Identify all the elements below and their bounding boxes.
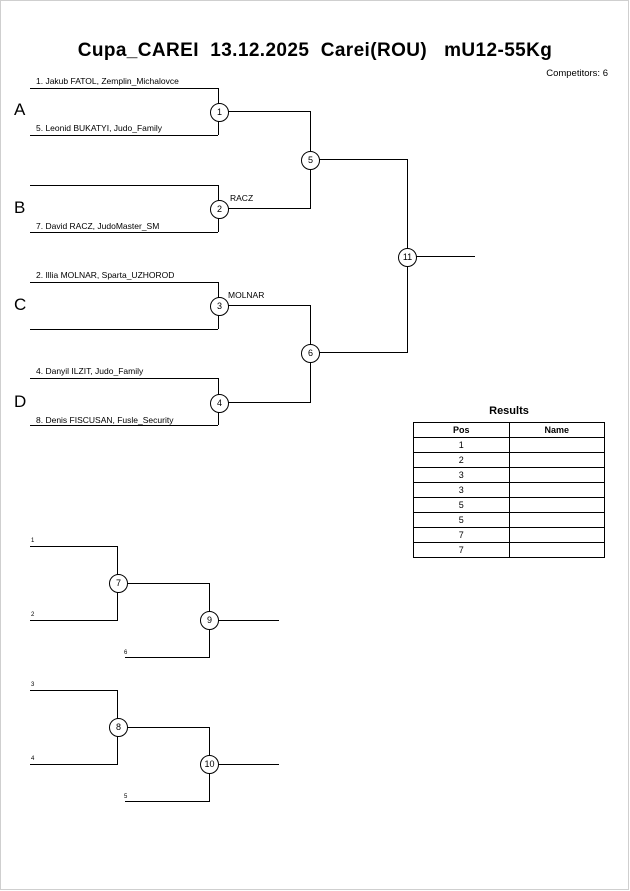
bracket-line-d-top	[30, 378, 218, 379]
table-row	[414, 528, 605, 543]
group-label-d: D	[14, 392, 27, 411]
results-table	[413, 422, 605, 558]
results-name	[509, 543, 605, 558]
table-row	[414, 513, 605, 528]
repechage-feed-label-4: 4	[31, 756, 35, 762]
results-name	[509, 453, 605, 468]
table-row	[414, 438, 605, 453]
table-row	[414, 498, 605, 513]
winner-label-molnar: MOLNAR	[228, 290, 265, 300]
results-header-name: Name	[509, 423, 605, 438]
bracket-line-node3-out	[226, 305, 311, 306]
repechage-feed-label-3: 3	[31, 682, 35, 688]
entry-label-2: 5. Leonid BUKATYI, Judo_Family	[36, 123, 162, 133]
bracket-line-node4-out	[226, 402, 311, 403]
table-row	[414, 483, 605, 498]
repechage-feed-label-5: 5	[124, 794, 128, 800]
entry-label-3: 7. David RACZ, JudoMaster_SM	[36, 221, 160, 231]
bracket-line-c-bottom	[30, 329, 218, 330]
results-name	[509, 498, 605, 513]
repechage-line-node7-out	[125, 583, 210, 584]
table-row	[414, 468, 605, 483]
results-name	[509, 513, 605, 528]
results-header-pos: Pos	[414, 423, 510, 438]
bracket-line-champion-out	[415, 256, 475, 257]
match-node-3[interactable]: 3	[210, 297, 229, 316]
winner-label-racz: RACZ	[230, 193, 254, 203]
results-pos: 7	[414, 543, 510, 558]
repechage-line-node10-out	[217, 764, 279, 765]
bracket-line-a-bottom	[30, 135, 218, 136]
match-node-10[interactable]: 10	[200, 755, 219, 774]
page-title: Cupa_CAREI 13.12.2025 Carei(ROU) mU12-55Kg	[77, 40, 553, 61]
entry-label-5: 4. Danyil ILZIT, Judo_Family	[36, 366, 144, 376]
entry-label-1: 1. Jakub FATOL, Zemplin_Michalovce	[36, 76, 179, 86]
results-pos: 5	[414, 498, 510, 513]
entry-label-6: 8. Denis FISCUSAN, Fusle_Security	[36, 415, 174, 425]
results-name	[509, 468, 605, 483]
table-row	[414, 453, 605, 468]
repechage-line-u1	[30, 546, 118, 547]
results-panel	[413, 405, 605, 558]
entry-label-4: 2. Illia MOLNAR, Sparta_UZHOROD	[36, 270, 175, 280]
match-node-11[interactable]: 11	[398, 248, 417, 267]
repechage-feed-label-1: 1	[31, 538, 35, 544]
results-pos: 3	[414, 468, 510, 483]
match-node-1[interactable]: 1	[210, 103, 229, 122]
repechage-line-l3	[125, 801, 210, 802]
results-pos: 5	[414, 513, 510, 528]
repechage-line-l1	[30, 690, 118, 691]
group-label-c: C	[14, 295, 27, 314]
results-pos: 2	[414, 453, 510, 468]
competitors-count: Competitors: 6	[546, 68, 608, 79]
repechage-feed-label-6: 6	[124, 650, 128, 656]
bracket-line-node1-out	[226, 111, 311, 112]
bracket-line-node5-out	[318, 159, 408, 160]
repechage-line-node8-out	[125, 727, 210, 728]
results-header-row	[414, 423, 605, 438]
repechage-line-u3	[125, 657, 210, 658]
results-name	[509, 528, 605, 543]
bracket-line-node6-out	[318, 352, 408, 353]
table-row	[414, 543, 605, 558]
bracket-line-node2-out	[226, 208, 311, 209]
bracket-line-b-bottom	[30, 232, 218, 233]
match-node-2[interactable]: 2	[210, 200, 229, 219]
results-title: Results	[489, 405, 529, 417]
match-node-6[interactable]: 6	[301, 344, 320, 363]
results-name	[509, 438, 605, 453]
results-pos: 3	[414, 483, 510, 498]
repechage-line-node9-out	[217, 620, 279, 621]
repechage-line-l2	[30, 764, 118, 765]
match-node-7[interactable]: 7	[109, 574, 128, 593]
bracket-line-b-top	[30, 185, 218, 186]
match-node-4[interactable]: 4	[210, 394, 229, 413]
repechage-line-u2	[30, 620, 118, 621]
results-pos: 7	[414, 528, 510, 543]
group-label-a: A	[14, 100, 26, 119]
repechage-feed-label-2: 2	[31, 612, 35, 618]
match-node-5[interactable]: 5	[301, 151, 320, 170]
results-pos: 1	[414, 438, 510, 453]
results-name	[509, 483, 605, 498]
match-node-9[interactable]: 9	[200, 611, 219, 630]
bracket-line-d-bottom	[30, 425, 218, 426]
group-label-b: B	[14, 198, 26, 217]
match-node-8[interactable]: 8	[109, 718, 128, 737]
bracket-line-a-top	[30, 88, 218, 89]
bracket-line-c-top	[30, 282, 218, 283]
